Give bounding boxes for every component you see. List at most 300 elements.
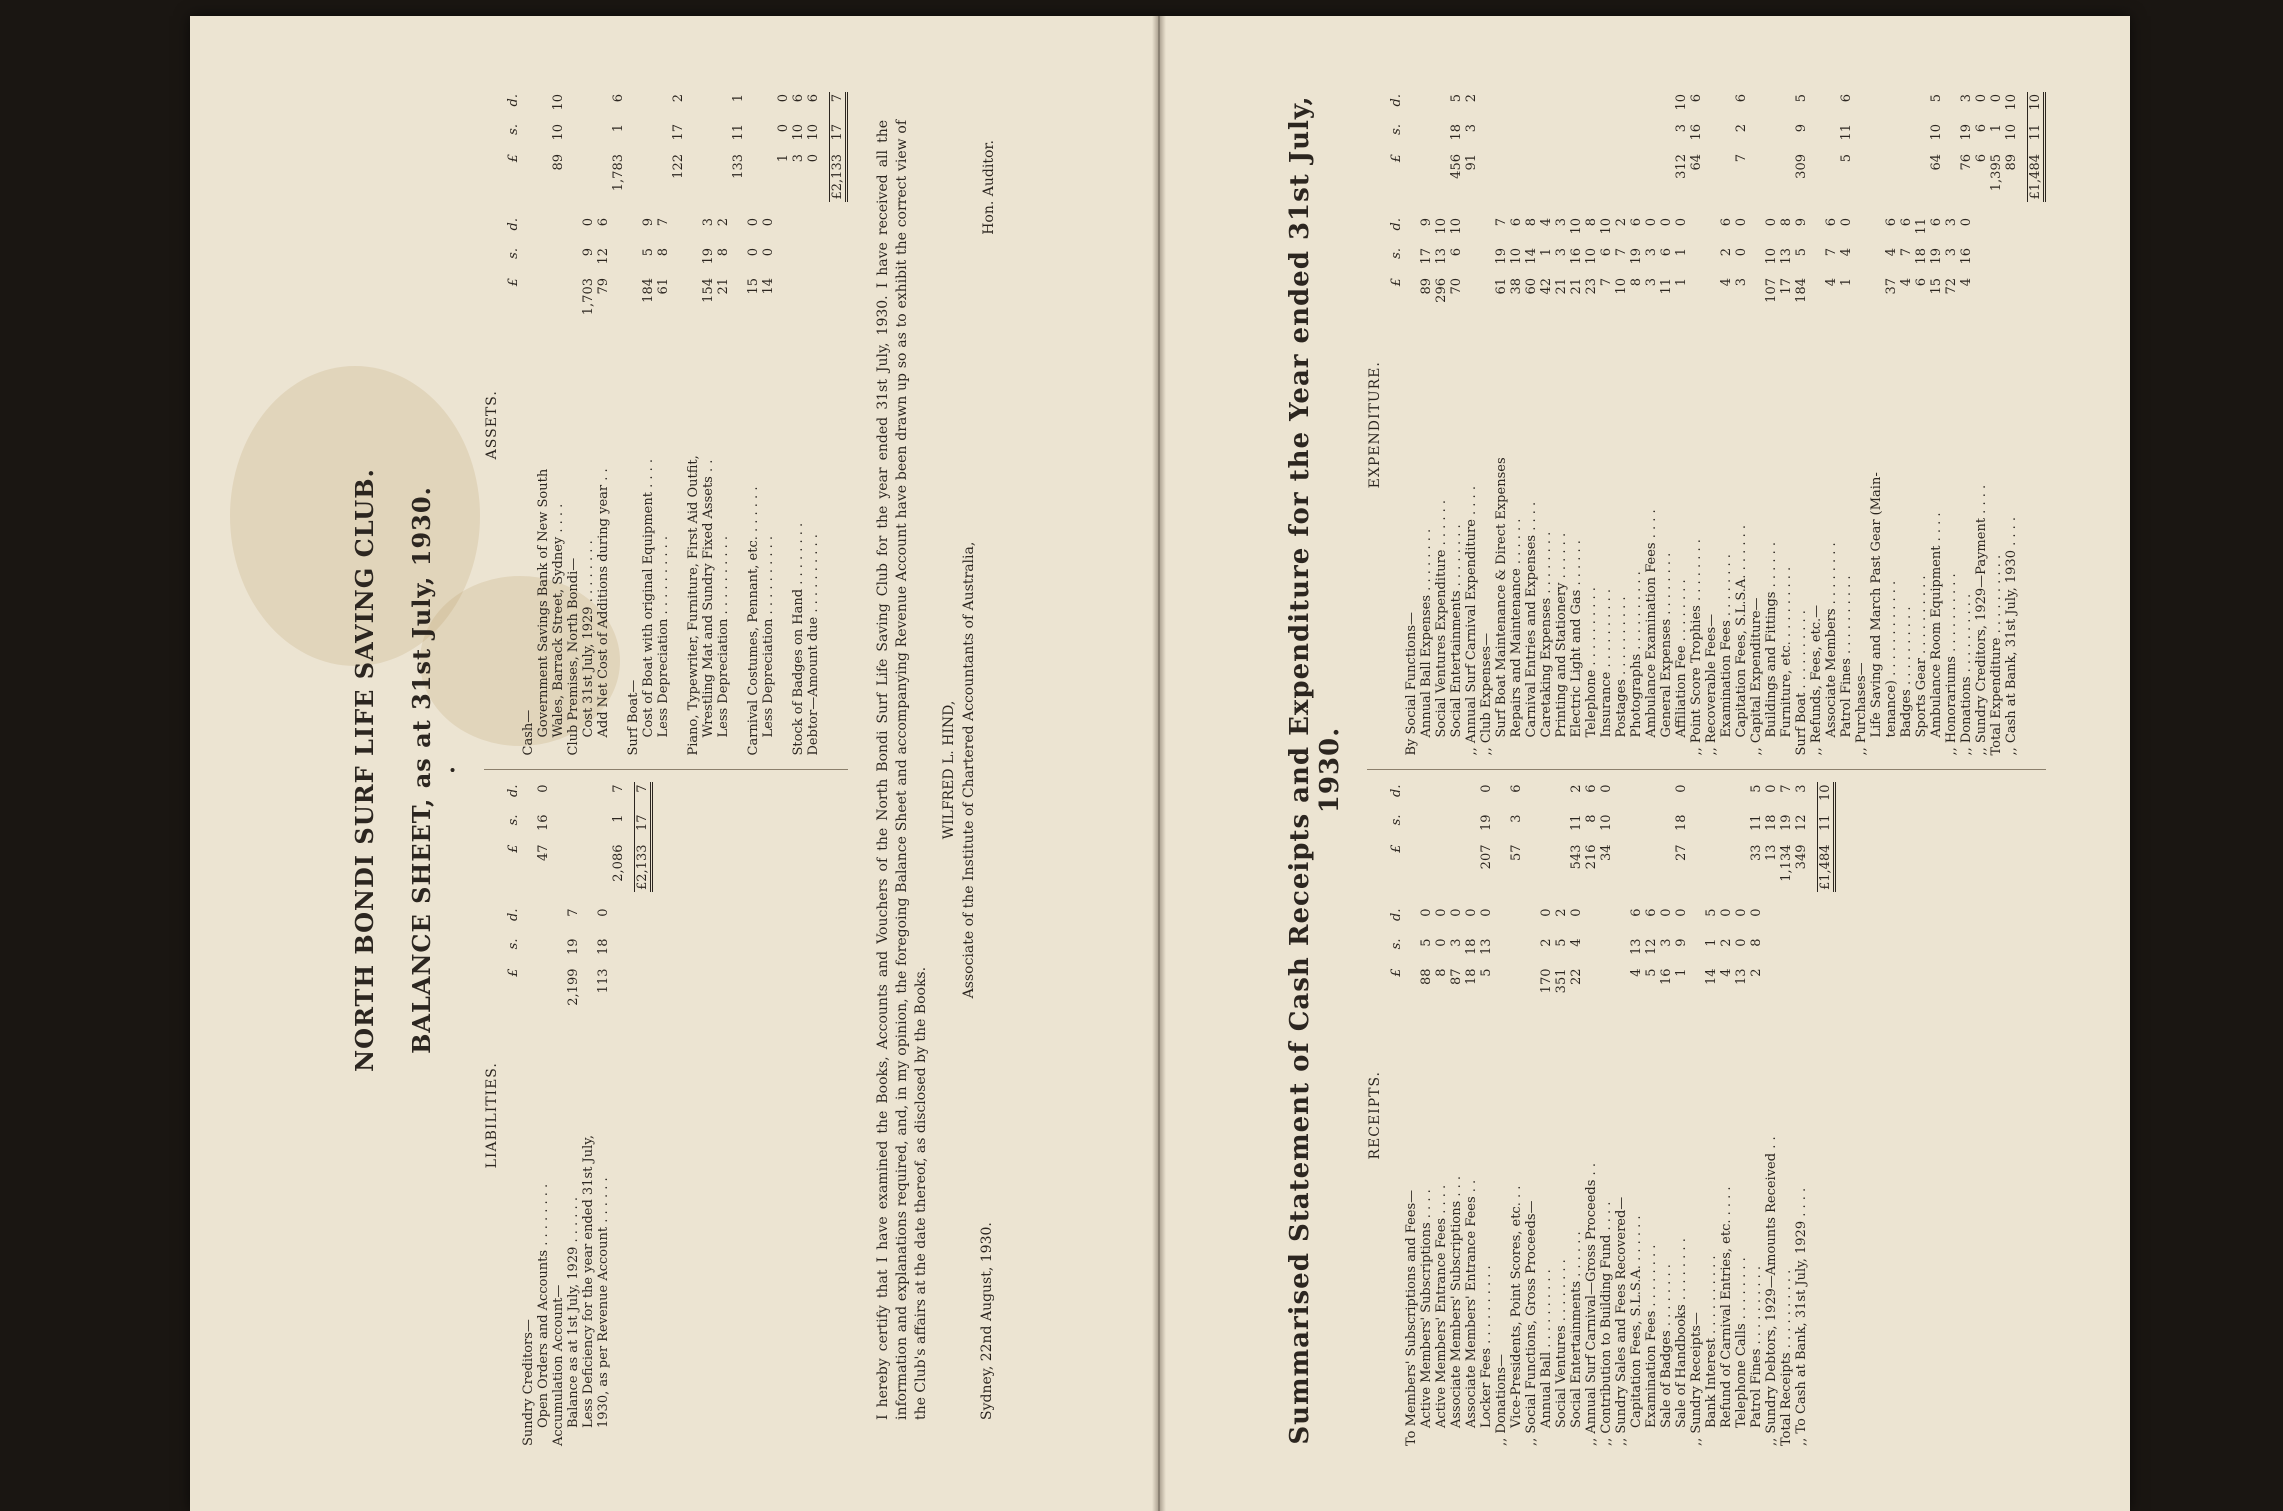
amount-cell: 9	[581, 248, 596, 257]
amount-cell: 33	[1749, 844, 1764, 862]
assets-heading: ASSETS.	[484, 390, 500, 460]
auditor-role: Hon. Auditor.	[980, 140, 997, 235]
ledger-total-row	[829, 92, 846, 758]
ledger-row	[1569, 92, 1584, 758]
ledger-row	[1509, 92, 1524, 758]
currency-unit-label: £	[506, 154, 521, 163]
amount-cell: 7	[1599, 278, 1614, 287]
total-amount: 10	[1817, 783, 1834, 813]
amount-cell: 6	[1509, 784, 1524, 793]
amount-cell: 18	[1464, 938, 1479, 956]
amount-cell: 1,783	[611, 154, 626, 192]
amount-cell: 3	[701, 218, 716, 227]
ledger-row	[1779, 92, 1794, 758]
amount-cell: 0	[1764, 218, 1779, 227]
ledger-row	[1599, 783, 1614, 1449]
ledger-description: ,, Sundry Debtors, 1929—Amounts Received . .	[1764, 1136, 1779, 1446]
amount-cell: 0	[1569, 908, 1584, 917]
amount-cell: 0	[761, 248, 776, 257]
amount-cell: 10	[1599, 218, 1614, 235]
ledger-row	[806, 92, 821, 758]
amount-cell: 16	[1689, 124, 1704, 141]
amount-cell: 13	[1764, 844, 1779, 862]
amount-cell: 349	[1794, 844, 1809, 870]
amount-cell: 12	[596, 248, 611, 265]
amount-cell: 18	[1914, 248, 1929, 265]
ledger-description: Postages . . . . . . . . . .	[1614, 596, 1629, 738]
ledger-total-row	[634, 783, 651, 1449]
amount-cell: 0	[776, 124, 791, 133]
amount-cell: 47	[536, 844, 551, 862]
amount-cell: 7	[656, 218, 671, 227]
amount-cell: 0	[806, 154, 821, 163]
expenditure-heading: EXPENDITURE.	[1367, 361, 1383, 489]
amount-cell: 91	[1464, 154, 1479, 171]
currency-unit-label: £	[506, 968, 521, 977]
ledger-row	[1539, 92, 1554, 758]
amount-cell: 9	[1419, 218, 1434, 227]
amount-cell: 0	[1734, 248, 1749, 257]
amount-cell: 10	[551, 124, 566, 141]
amount-cell: 8	[1434, 968, 1449, 977]
amount-cell: 19	[1494, 248, 1509, 265]
ledger-description: Wrestling Mat and Sundry Fixed Assets . .	[701, 459, 716, 738]
amount-cell: 18	[1764, 814, 1779, 832]
currency-unit-label: £	[506, 278, 521, 287]
amount-cell: 6	[1509, 218, 1524, 227]
amount-cell: 19	[566, 938, 581, 956]
amount-cell: 87	[1449, 968, 1464, 986]
amount-cell: 11	[1914, 218, 1929, 235]
amount-cell: 3	[1959, 94, 1974, 103]
amount-cell: 10	[2004, 94, 2019, 111]
currency-unit-label: d.	[1389, 218, 1404, 231]
amount-cell: 76	[1959, 154, 1974, 171]
currency-unit-label: d.	[1389, 94, 1404, 107]
ledger-description: Ambulance Examination Fees . . . .	[1644, 509, 1659, 738]
total-amount: £1,484	[2027, 152, 2044, 202]
amount-cell: 14	[761, 278, 776, 295]
ledger-row	[1689, 783, 1704, 1449]
ledger-description: Life Saving and March Past Gear (Main-	[1869, 472, 1884, 738]
ledger-description: Cash—	[521, 709, 536, 756]
amount-cell: 0	[1974, 94, 1989, 103]
ledger-description: 1930, as per Revenue Account . . . . . .	[596, 1177, 611, 1428]
amount-cell: 89	[551, 154, 566, 171]
total-amount: 7	[829, 92, 846, 122]
amount-cell: 6	[791, 94, 806, 103]
liabilities-heading: LIABILITIES.	[484, 1062, 500, 1169]
ledger-row	[521, 783, 536, 1449]
ledger-row	[1719, 783, 1734, 1449]
ledger-description: Photographs . . . . . . . . . .	[1629, 571, 1644, 738]
amount-cell: 17	[1419, 248, 1434, 265]
amount-cell: 5	[1749, 784, 1764, 793]
ledger-description	[611, 326, 626, 758]
amount-cell: 89	[1419, 278, 1434, 295]
ledger-description: Associate Members' Entrance Fees . .	[1464, 1179, 1479, 1428]
ledger-row	[596, 92, 611, 758]
signature-date: Sydney, 22nd August, 1930.	[978, 1222, 995, 1420]
ledger-row	[1494, 783, 1509, 1449]
amount-cell: 18	[1464, 968, 1479, 986]
amount-cell: 9	[641, 218, 656, 227]
ledger-row	[701, 92, 716, 758]
amount-cell: 1	[731, 94, 746, 103]
total-amount: 17	[829, 122, 846, 152]
ledger-description: Surf Boat Maintenance & Direct Expenses	[1494, 457, 1509, 738]
ledger-row	[641, 92, 656, 758]
amount-cell: 14	[1704, 968, 1719, 986]
column-divider	[1367, 770, 2046, 771]
amount-cell: 351	[1554, 968, 1569, 994]
amount-cell: 15	[1929, 278, 1944, 295]
ledger-row	[1449, 92, 1464, 758]
amount-cell: 13	[1734, 968, 1749, 986]
amount-cell: 216	[1584, 844, 1599, 870]
amount-cell: 6	[1449, 248, 1464, 257]
spacer-row	[821, 92, 829, 758]
club-title: NORTH BONDI SURF LIFE SAVING CLUB.	[350, 468, 379, 1072]
amount-cell: 456	[1449, 154, 1464, 179]
amount-cell: 11	[1569, 814, 1584, 832]
amount-cell: 18	[596, 938, 611, 956]
ledger-description: Patrol Fines . . . . . . . . . .	[1749, 1265, 1764, 1428]
amount-cell: 19	[1629, 248, 1644, 265]
ledger-row	[1404, 783, 1419, 1449]
amount-cell: 0	[1959, 218, 1974, 227]
amount-cell: 1	[1674, 278, 1689, 287]
amount-cell: 0	[1764, 784, 1779, 793]
ledger-row	[1644, 783, 1659, 1449]
amount-cell: 0	[1734, 908, 1749, 917]
amount-cell: 1	[1674, 968, 1689, 977]
ledger-description: ,, Club Expenses—	[1479, 632, 1494, 756]
amount-cell: 184	[1794, 278, 1809, 303]
currency-unit-label: s.	[506, 248, 521, 259]
currency-unit-label: s.	[1389, 124, 1404, 135]
total-amount: 7	[634, 783, 651, 813]
ledger-description: Less Deficiency for the year ended 31st July,	[581, 1135, 596, 1428]
amount-cell: 1	[1539, 248, 1554, 257]
amount-cell: 3	[791, 154, 806, 163]
amount-cell: 6	[1929, 218, 1944, 227]
ledger-description	[611, 1017, 626, 1449]
ledger-description: Add Net Cost of Additions during year . .	[596, 468, 611, 738]
amount-cell: 13	[1479, 938, 1494, 956]
amount-cell: 10	[1599, 814, 1614, 832]
ledger-description: Locker Fees . . . . . . . . . .	[1479, 1265, 1494, 1428]
balance-sheet-title: BALANCE SHEET, as at 31st July, 1930.	[407, 486, 436, 1054]
amount-cell: 184	[641, 278, 656, 303]
ledger-description: Active Members' Entrance Fees . . . .	[1434, 1184, 1449, 1428]
amount-cell: 1	[1839, 278, 1854, 287]
amount-cell: 38	[1509, 278, 1524, 295]
total-amount: £2,133	[829, 152, 846, 202]
amount-cell: 6	[1899, 218, 1914, 227]
amount-cell: 6	[1914, 278, 1929, 287]
amount-cell: 2	[1539, 938, 1554, 947]
amount-cell: 122	[671, 154, 686, 179]
ledger-row	[1794, 783, 1809, 1449]
ledger-description: Surf Boat—	[626, 679, 641, 756]
amount-cell: 309	[1794, 154, 1809, 179]
ledger-description: Social Entertainments . . . . . . . .	[1449, 524, 1464, 738]
ledger-description: Club Premises, North Bondi—	[566, 557, 581, 756]
amount-cell: 3	[1659, 938, 1674, 947]
ledger-description: Total Expenditure . . . . . . . . . .	[1989, 554, 2004, 756]
ledger-row	[1869, 92, 1884, 758]
amount-cell: 543	[1569, 844, 1584, 870]
amount-cell: 0	[1419, 908, 1434, 917]
ledger-row	[1479, 92, 1494, 758]
amount-cell: 5	[1704, 908, 1719, 917]
ledger-description: To Members' Subscriptions and Fees—	[1404, 1189, 1419, 1446]
ledger-row	[1959, 92, 1974, 758]
currency-unit-label: s.	[1389, 248, 1404, 259]
currency-unit-label: £	[506, 844, 521, 853]
ledger-row	[1524, 783, 1539, 1449]
ledger-description: Insurance . . . . . . . . . .	[1599, 588, 1614, 738]
ledger-description: Affiliation Fee . . . . . . . .	[1674, 579, 1689, 738]
ledger-description: ,, Point Score Trophies . . . . . . . .	[1689, 539, 1704, 756]
amount-cell: 0	[1479, 908, 1494, 917]
amount-cell: 5	[1839, 154, 1854, 163]
amount-cell: 3	[1644, 278, 1659, 287]
liabilities-table	[506, 783, 653, 1449]
currency-unit-label: s.	[506, 814, 521, 826]
column-header-row	[1389, 783, 1404, 1449]
ledger-description: Patrol Fines . . . . . . . . . .	[1839, 575, 1854, 738]
amount-cell: 13	[1434, 248, 1449, 265]
ledger-row	[1644, 92, 1659, 758]
amount-cell: 19	[1959, 124, 1974, 141]
ledger-row	[791, 92, 806, 758]
amount-cell: 61	[656, 278, 671, 295]
amount-cell: 11	[1749, 814, 1764, 832]
ledger-description: Associate Members' Subscriptions . . .	[1449, 1175, 1464, 1428]
amount-cell: 3	[1509, 814, 1524, 823]
amount-cell: 107	[1764, 278, 1779, 303]
amount-cell: 6	[1974, 154, 1989, 163]
amount-cell: 3	[1944, 248, 1959, 257]
ledger-row	[1779, 783, 1794, 1449]
amount-cell: 4	[1569, 938, 1584, 947]
amount-cell: 15	[746, 278, 761, 295]
amount-cell: 3	[1554, 218, 1569, 227]
amount-cell: 10	[1764, 248, 1779, 265]
column-header-row	[506, 783, 521, 1449]
amount-cell: 0	[1644, 218, 1659, 227]
ledger-row	[671, 92, 686, 758]
amount-cell: 34	[1599, 844, 1614, 862]
amount-cell: 0	[1989, 94, 2004, 103]
amount-cell: 11	[1659, 278, 1674, 295]
amount-cell: 17	[671, 124, 686, 141]
amount-cell: 0	[1674, 908, 1689, 917]
amount-cell: 16	[1659, 968, 1674, 986]
amount-cell: 9	[1674, 938, 1689, 947]
amount-cell: 1,703	[581, 278, 596, 316]
amount-cell: 79	[596, 278, 611, 295]
ledger-row	[1704, 783, 1719, 1449]
ledger-description: ,, Sundry Sales and Fees Recovered—	[1614, 1196, 1629, 1446]
amount-cell: 4	[1839, 248, 1854, 257]
ledger-row	[1749, 92, 1764, 758]
ledger-description: Less Depreciation . . . . . . . . . .	[656, 535, 671, 738]
ledger-description: ,, Recoverable Fees—	[1704, 613, 1719, 756]
amount-cell: 21	[1569, 278, 1584, 295]
ledger-description: Sundry Creditors—	[521, 1319, 536, 1446]
amount-cell: 10	[1674, 94, 1689, 111]
amount-cell: 0	[1659, 908, 1674, 917]
currency-unit-label: s.	[506, 124, 521, 135]
amount-cell: 6	[1884, 218, 1899, 227]
amount-cell: 4	[1719, 278, 1734, 287]
amount-cell: 6	[1599, 248, 1614, 257]
ledger-row	[596, 783, 611, 1449]
amount-cell: 2	[1734, 124, 1749, 133]
amount-cell: 6	[1644, 908, 1659, 917]
ledger-row	[1404, 92, 1419, 758]
amount-cell: 207	[1479, 844, 1494, 870]
ledger-row	[1539, 783, 1554, 1449]
ledger-description: Total Receipts . . . . . . . . . .	[1779, 1269, 1794, 1446]
amount-cell: 1	[1989, 124, 2004, 133]
amount-cell: 61	[1494, 278, 1509, 295]
amount-cell: 113	[596, 968, 611, 994]
ledger-row	[1689, 92, 1704, 758]
amount-cell: 6	[1839, 94, 1854, 103]
ledger-row	[611, 783, 626, 1449]
ledger-row	[581, 783, 596, 1449]
amount-cell: 0	[1464, 908, 1479, 917]
ledger-description: ,, Honorariums . . . . . . . . . .	[1944, 573, 1959, 756]
amount-cell: 10	[1929, 124, 1944, 141]
ledger-row	[1674, 783, 1689, 1449]
ledger-row	[1449, 783, 1464, 1449]
amount-cell: 23	[1584, 278, 1599, 295]
ledger-description: ,, Donations . . . . . . . . . .	[1959, 593, 1974, 756]
amount-cell: 296	[1434, 278, 1449, 303]
currency-unit-label: d.	[506, 784, 521, 797]
ledger-description: Cost 31st July, 1929 . . . . . . . .	[581, 540, 596, 738]
amount-cell: 21	[1554, 278, 1569, 295]
total-amount: £1,484	[1817, 843, 1834, 893]
ledger-row	[521, 92, 536, 758]
amount-cell: 1	[776, 154, 791, 163]
ledger-row	[1809, 92, 1824, 758]
amount-cell: 5	[1479, 968, 1494, 977]
amount-cell: 22	[1569, 968, 1584, 986]
amount-cell: 4	[1959, 278, 1974, 287]
ledger-row	[626, 92, 641, 758]
amount-cell: 7	[566, 908, 581, 917]
ledger-row	[1674, 92, 1689, 758]
ledger-row	[1899, 92, 1914, 758]
ledger-row	[1944, 92, 1959, 758]
amount-cell: 8	[716, 248, 731, 257]
amount-cell: 312	[1674, 154, 1689, 179]
amount-cell: 3	[1554, 248, 1569, 257]
ledger-description: Examination Fees . . . . . . . .	[1644, 1244, 1659, 1428]
amount-cell: 10	[1614, 278, 1629, 295]
ledger-row	[1419, 92, 1434, 758]
ledger-description: ,, Purchases—	[1854, 662, 1869, 756]
amount-cell: 0	[1674, 218, 1689, 227]
amount-cell: 8	[1629, 278, 1644, 287]
amount-cell: 8	[656, 248, 671, 257]
amount-cell: 3	[1944, 218, 1959, 227]
ledger-row	[1554, 783, 1569, 1449]
currency-unit-label: £	[1389, 968, 1404, 977]
ledger-description: Less Depreciation . . . . . . . . . .	[761, 535, 776, 738]
ledger-description	[731, 326, 746, 758]
ledger-description: Government Savings Bank of New South	[536, 468, 551, 738]
ledger-description	[671, 326, 686, 758]
amount-cell: 2	[1569, 784, 1584, 793]
amount-cell: 10	[1434, 218, 1449, 235]
ledger-row	[1749, 783, 1764, 1449]
ledger-row	[1629, 783, 1644, 1449]
amount-cell: 1,395	[1989, 154, 2004, 192]
amount-cell: 6	[1719, 218, 1734, 227]
amount-cell: 0	[746, 218, 761, 227]
assets-column	[484, 80, 848, 770]
amount-cell: 19	[1779, 814, 1794, 832]
amount-cell: 2	[1749, 968, 1764, 977]
ledger-description: Carnival Costumes, Pennant, etc. . . . . . .	[746, 486, 761, 756]
ledger-description: Printing and Stationery . . . . . .	[1554, 532, 1569, 738]
amount-cell: 7	[1824, 248, 1839, 257]
amount-cell: 64	[1689, 154, 1704, 171]
amount-cell: 8	[1779, 218, 1794, 227]
amount-cell: 7	[1494, 218, 1509, 227]
amount-cell: 0	[1659, 218, 1674, 227]
ledger-row	[1764, 783, 1779, 1449]
amount-cell: 0	[1449, 908, 1464, 917]
amount-cell: 5	[1794, 248, 1809, 257]
currency-unit-label: d.	[506, 908, 521, 921]
ledger-description: Sale of Handbooks . . . . . . . .	[1674, 1238, 1689, 1428]
spacer-row	[2019, 92, 2027, 758]
amount-cell: 3	[1464, 124, 1479, 133]
amount-cell: 0	[596, 908, 611, 917]
amount-cell: 88	[1419, 968, 1434, 986]
ledger-row	[1659, 783, 1674, 1449]
amount-cell: 3	[1734, 278, 1749, 287]
ledger-description: Accumulation Account—	[551, 1284, 566, 1446]
ledger-row	[746, 92, 761, 758]
amount-cell: 42	[1539, 278, 1554, 295]
ledger-description: Telephone . . . . . . . . . .	[1584, 587, 1599, 738]
ledger-description: General Expenses . . . . . . . .	[1659, 552, 1674, 738]
ledger-description: Surf Boat . . . . . . . . . .	[1794, 610, 1809, 756]
ledger-description: ,, Capital Expenditure—	[1749, 597, 1764, 756]
amount-cell: 6	[1734, 94, 1749, 103]
ledger-description: Social Ventures . . . . . . . .	[1554, 1259, 1569, 1428]
statement-title: Summarised Statement of Cash Receipts and Expenditure for the Year ended 31st July, 1930.	[1285, 95, 1345, 1445]
amount-cell: 60	[1524, 278, 1539, 295]
amount-cell: 19	[1479, 814, 1494, 832]
ledger-description: ,, Sundry Creditors, 1929—Payment . . . .	[1974, 484, 1989, 756]
ledger-description: tenance) . . . . . . . . . . . .	[1884, 580, 1899, 738]
currency-unit-label: £	[1389, 278, 1404, 287]
ledger-row	[566, 783, 581, 1449]
ledger-description: ,, Contribution to Building Fund . . . .	[1599, 1201, 1614, 1446]
ledger-description	[776, 326, 791, 758]
amount-cell: 5	[1554, 938, 1569, 947]
